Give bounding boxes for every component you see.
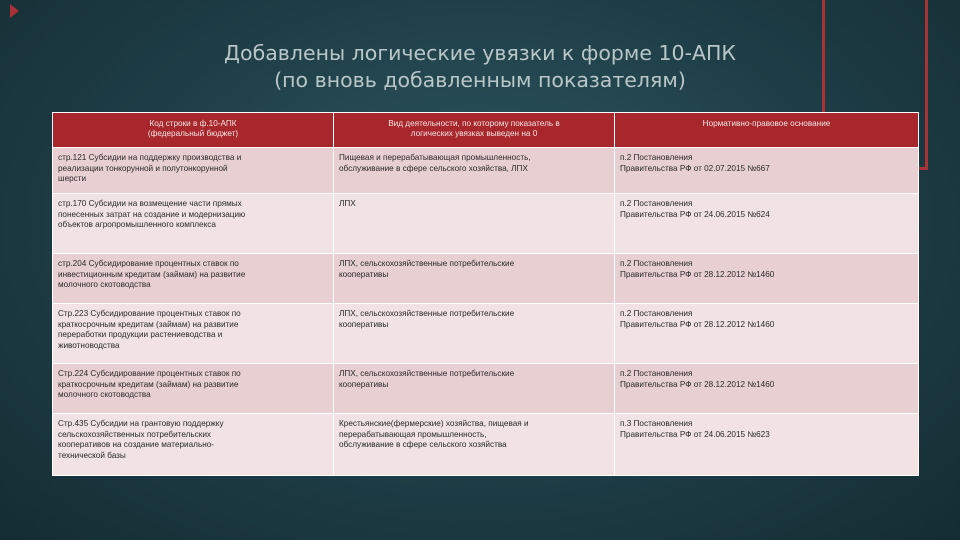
cell-row-code: Стр.435 Субсидии на грантовую поддержку сельскохозяйственных потребительских кооперативов на создание материально- технической базы bbox=[53, 414, 334, 476]
cell-activity-type: ЛПХ bbox=[334, 194, 615, 254]
cell-legal-basis: п.2 Постановления Правительства РФ от 02.07.2015 №667 bbox=[615, 148, 919, 194]
cell-row-code: стр.204 Субсидирование процентных ставок по инвестиционным кредитам (займам) на развитие молочного скотоводства bbox=[53, 254, 334, 304]
slide-title bbox=[0, 40, 960, 94]
header-activity-type: Вид деятельности, по которому показатель в логических увязках выведен на 0 bbox=[334, 113, 615, 148]
cell-activity-type: Пищевая и перерабатывающая промышленность, обслуживание в сфере сельского хозяйства, ЛПХ bbox=[334, 148, 615, 194]
cell-row-code: Стр.224 Субсидирование процентных ставок по краткосрочным кредитам (займам) на развитие молочного скотоводства bbox=[53, 364, 334, 414]
cell-activity-type: ЛПХ, сельскохозяйственные потребительские кооперативы bbox=[334, 304, 615, 364]
cell-legal-basis: п.2 Постановления Правительства РФ от 28.12.2012 №1460 bbox=[615, 364, 919, 414]
cell-activity-type: Крестьянские(фермерские) хозяйства, пищевая и перерабатывающая промышленность, обслуживание в сфере сельского хозяйства bbox=[334, 414, 615, 476]
cell-activity-type: ЛПХ, сельскохозяйственные потребительские кооперативы bbox=[334, 254, 615, 304]
cell-row-code: стр.170 Субсидии на возмещение части прямых понесенных затрат на создание и модернизацию объектов агропромышленного комплекса bbox=[53, 194, 334, 254]
cell-legal-basis: п.2 Постановления Правительства РФ от 28.12.2012 №1460 bbox=[615, 304, 919, 364]
slide-title-line-2: (по вновь добавленным показателям) bbox=[274, 68, 686, 92]
table-header-row bbox=[53, 113, 919, 148]
table-row bbox=[53, 364, 919, 414]
cell-row-code: стр.121 Субсидии на поддержку производства и реализации тонкорунной и полутонкорунной шерсти bbox=[53, 148, 334, 194]
table-row bbox=[53, 148, 919, 194]
bullet-arrow-icon bbox=[10, 4, 19, 18]
table-row bbox=[53, 194, 919, 254]
header-row-code: Код строки в ф.10-АПК (федеральный бюджет) bbox=[53, 113, 334, 148]
cell-activity-type: ЛПХ, сельскохозяйственные потребительские кооперативы bbox=[334, 364, 615, 414]
cell-legal-basis: п.3 Постановления Правительства РФ от 24.06.2015 №623 bbox=[615, 414, 919, 476]
table-row bbox=[53, 414, 919, 476]
cell-legal-basis: п.2 Постановления Правительства РФ от 28.12.2012 №1460 bbox=[615, 254, 919, 304]
header-legal-basis: Нормативно-правовое основание bbox=[615, 113, 919, 148]
table-row bbox=[53, 254, 919, 304]
cell-legal-basis: п.2 Постановления Правительства РФ от 24.06.2015 №624 bbox=[615, 194, 919, 254]
cell-row-code: Стр.223 Субсидирование процентных ставок по краткосрочным кредитам (займам) на развитие переработки продукции растениеводства и животноводства bbox=[53, 304, 334, 364]
table-row bbox=[53, 304, 919, 364]
indicators-table bbox=[52, 112, 919, 476]
slide-title-line-1: Добавлены логические увязки к форме 10-АПК bbox=[224, 41, 736, 65]
